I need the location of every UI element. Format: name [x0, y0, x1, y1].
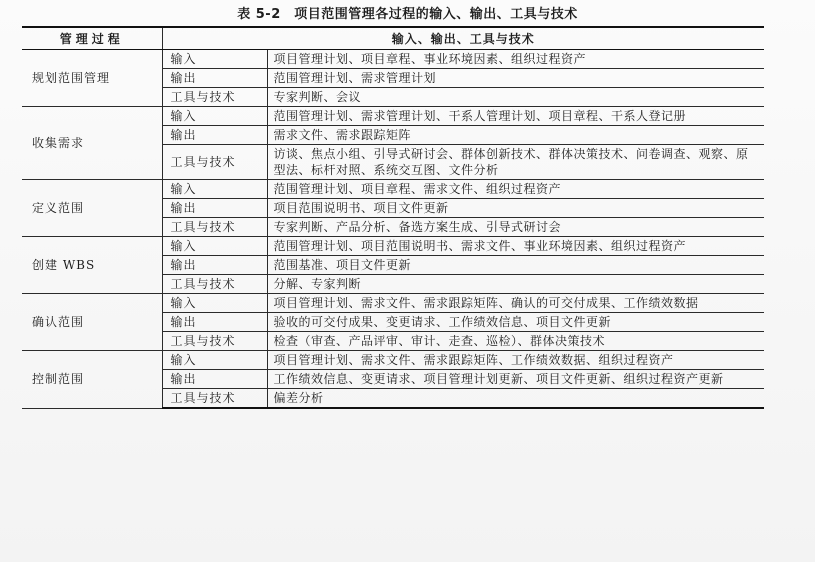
table-row — [22, 107, 764, 126]
row-kind: 输出 — [162, 313, 267, 332]
row-content: 项目管理计划、需求文件、需求跟踪矩阵、工作绩效数据、组织过程资产 — [267, 351, 764, 370]
row-content: 项目管理计划、项目章程、事业环境因素、组织过程资产 — [267, 50, 764, 69]
row-kind: 工具与技术 — [162, 145, 267, 180]
row-kind: 工具与技术 — [162, 88, 267, 107]
row-kind: 工具与技术 — [162, 332, 267, 351]
header-process: 管理过程 — [22, 27, 162, 50]
row-kind: 输出 — [162, 199, 267, 218]
row-kind: 输入 — [162, 237, 267, 256]
row-content: 需求文件、需求跟踪矩阵 — [267, 126, 764, 145]
row-content: 范围管理计划、项目章程、需求文件、组织过程资产 — [267, 180, 764, 199]
row-kind: 输入 — [162, 50, 267, 69]
process-name: 创建 WBS — [22, 237, 162, 294]
row-content: 范围管理计划、需求管理计划、干系人管理计划、项目章程、干系人登记册 — [267, 107, 764, 126]
row-content: 范围基准、项目文件更新 — [267, 256, 764, 275]
table-row — [22, 294, 764, 313]
row-content: 范围管理计划、项目范围说明书、需求文件、事业环境因素、组织过程资产 — [267, 237, 764, 256]
row-content: 专家判断、产品分析、备选方案生成、引导式研讨会 — [267, 218, 764, 237]
row-kind: 输入 — [162, 107, 267, 126]
row-content: 项目管理计划、需求文件、需求跟踪矩阵、确认的可交付成果、工作绩效数据 — [267, 294, 764, 313]
header-io: 输入、输出、工具与技术 — [162, 27, 764, 50]
process-name: 定义范围 — [22, 180, 162, 237]
row-content: 分解、专家判断 — [267, 275, 764, 294]
process-table — [22, 26, 764, 409]
row-kind: 输入 — [162, 351, 267, 370]
table-caption: 表 5-2 项目范围管理各过程的输入、输出、工具与技术 — [237, 7, 578, 22]
row-content: 专家判断、会议 — [267, 88, 764, 107]
row-content: 偏差分析 — [267, 389, 764, 409]
row-content: 检查（审查、产品评审、审计、走查、巡检）、群体决策技术 — [267, 332, 764, 351]
table-body — [22, 50, 764, 409]
row-kind: 输出 — [162, 69, 267, 88]
row-kind: 工具与技术 — [162, 275, 267, 294]
row-kind: 工具与技术 — [162, 218, 267, 237]
row-content: 访谈、焦点小组、引导式研讨会、群体创新技术、群体决策技术、问卷调查、观察、原型法、标杆对照、系统交互图、文件分析 — [267, 145, 764, 180]
table-row — [22, 50, 764, 69]
process-name: 控制范围 — [22, 351, 162, 409]
row-content: 项目范围说明书、项目文件更新 — [267, 199, 764, 218]
table-row — [22, 351, 764, 370]
table-row — [22, 180, 764, 199]
row-kind: 输入 — [162, 294, 267, 313]
row-content: 工作绩效信息、变更请求、项目管理计划更新、项目文件更新、组织过程资产更新 — [267, 370, 764, 389]
process-name: 确认范围 — [22, 294, 162, 351]
process-name: 规划范围管理 — [22, 50, 162, 107]
table-row — [22, 237, 764, 256]
header-row — [22, 27, 764, 50]
row-kind: 输入 — [162, 180, 267, 199]
process-name: 收集需求 — [22, 107, 162, 180]
row-kind: 输出 — [162, 126, 267, 145]
row-kind: 工具与技术 — [162, 389, 267, 409]
row-kind: 输出 — [162, 256, 267, 275]
row-kind: 输出 — [162, 370, 267, 389]
row-content: 范围管理计划、需求管理计划 — [267, 69, 764, 88]
row-content: 验收的可交付成果、变更请求、工作绩效信息、项目文件更新 — [267, 313, 764, 332]
